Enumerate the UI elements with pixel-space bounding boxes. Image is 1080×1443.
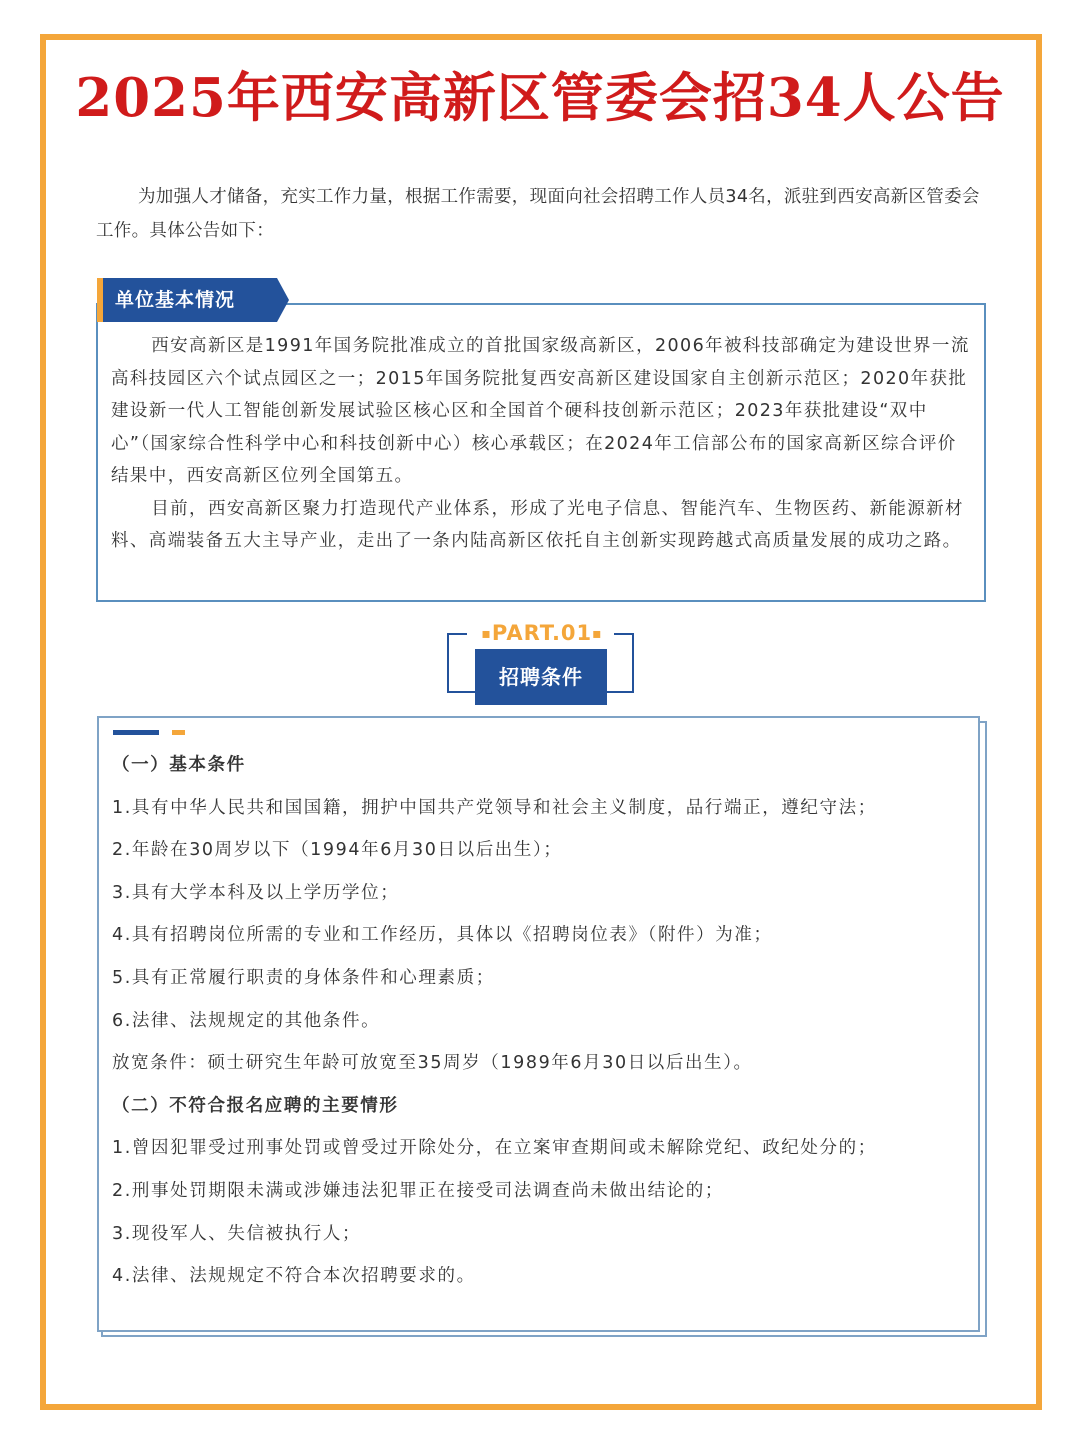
tab-arrow: [277, 278, 289, 322]
unit-info-paragraph: 目前，西安高新区聚力打造现代产业体系，形成了光电子信息、智能汽车、生物医药、新能源新材料、高端装备五大主导产业，走出了一条内陆高新区依托自主创新实现跨越式高质量发展的成功之路。: [111, 498, 964, 551]
dot-icon: ▪: [481, 626, 492, 642]
list-item: 3.具有大学本科及以上学历学位；: [112, 882, 400, 903]
tab-accent-bar: [97, 278, 103, 322]
deco-bar-orange: [172, 730, 185, 735]
conditions-text: [112, 746, 972, 1300]
list-item: 6.法律、法规规定的其他条件。: [112, 1010, 381, 1031]
intro-paragraph: 为加强人才储备，充实工作力量，根据工作需要，现面向社会招聘工作人员34名，派驻到西安高新区管委会工作。具体公告如下：: [96, 187, 980, 241]
basic-conditions-heading: （一）基本条件: [112, 755, 246, 775]
list-item: 4.具有招聘岗位所需的专业和工作经历，具体以《招聘岗位表》（附件）为准；: [112, 925, 773, 946]
relax-note: 放宽条件：硕士研究生年龄可放宽至35周岁（1989年6月30日以后出生）。: [112, 1053, 753, 1074]
list-item: 1.具有中华人民共和国国籍，拥护中国共产党领导和社会主义制度，品行端正，遵纪守法；: [112, 797, 877, 818]
unit-info-tab: [97, 278, 277, 322]
part-label-text: PART.01: [491, 621, 593, 645]
unit-info-text: [111, 330, 973, 558]
part-title: 招聘条件: [475, 649, 607, 705]
list-item: 1.曾因犯罪受过刑事处罚或曾受过开除处分，在立案审查期间或未解除党纪、政纪处分的；: [112, 1138, 877, 1159]
list-item: 2.刑事处罚期限未满或涉嫌违法犯罪正在接受司法调查尚未做出结论的；: [112, 1180, 724, 1201]
unit-info-tab-label: 单位基本情况: [115, 289, 236, 311]
list-item: 4.法律、法规规定不符合本次招聘要求的。: [112, 1266, 476, 1287]
list-item: 3.现役军人、失信被执行人；: [112, 1223, 362, 1244]
page-title: 2025年西安高新区管委会招34人公告: [75, 67, 1005, 129]
dot-icon: ▪: [592, 626, 603, 642]
exclusion-heading: （二）不符合报名应聘的主要情形: [112, 1095, 399, 1116]
list-item: 5.具有正常履行职责的身体条件和心理素质；: [112, 967, 495, 988]
deco-bar-blue: [113, 730, 159, 735]
unit-info-paragraph: 西安高新区是1991年国务院批准成立的首批国家级高新区，2006年被科技部确定为建设世界一流高科技园区六个试点园区之一；2015年国务院批复西安高新区建设国家自主创新示范区；2020年获批建设新一代人工智能创新发展试验区核心区和全国首个硬科技创新示范区；2023年获批建设“双中心”（国家综合性科学中心和科技创新中心）核心承载区；在2024年工信部公布的国家高新区综合评价结果中，西安高新区位列全国第五。: [111, 336, 970, 486]
part-label: [462, 620, 622, 647]
list-item: 2.年龄在30周岁以下（1994年6月30日以后出生）；: [112, 840, 563, 861]
